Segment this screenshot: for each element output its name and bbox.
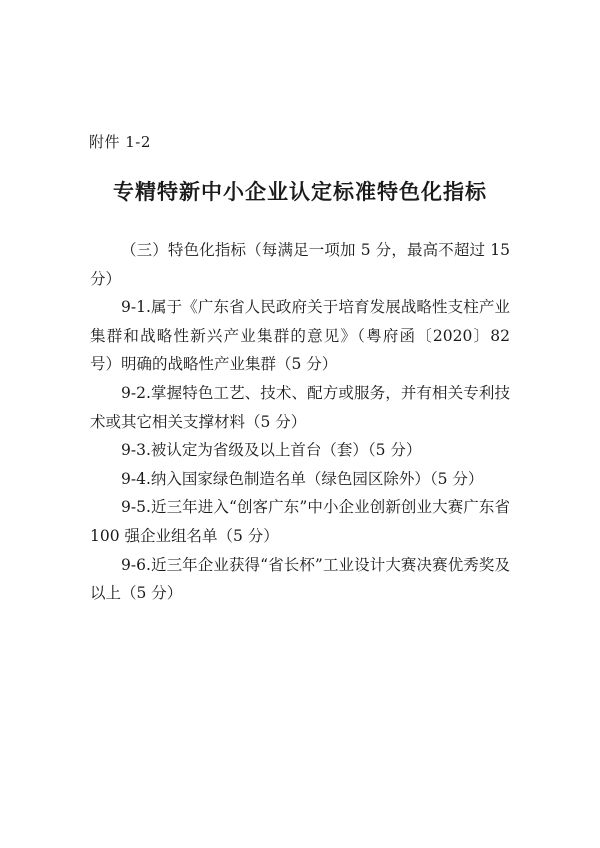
section-heading: （三）特色化指标（每满足一项加 5 分，最高不超过 15 分） [90,241,510,288]
document-title: 专精特新中小企业认定标准特色化指标 [113,179,487,204]
document-body [90,236,510,608]
criterion-item-9-5: 9-5.近三年进入“创客广东”中小企业创新创业大赛广东省 100 强企业组名单（5 分） [90,498,510,545]
criterion-item-9-1: 9-1.属于《广东省人民政府关于培育发展战略性支柱产业集群和战略性新兴产业集群的意见》（粤府函〔2020〕82 号）明确的战略性产业集群（5 分） [90,298,510,374]
criterion-item-9-6: 9-6.近三年企业获得“省长杯”工业设计大赛决赛优秀奖及以上（5 分） [90,555,510,603]
criterion-item-9-3: 9-3.被认定为省级及以上首台（套）（5 分） [121,441,422,460]
criterion-item-9-4: 9-4.纳入国家绿色制造名单（绿色园区除外）（5 分） [121,469,484,488]
criterion-item-9-2: 9-2.掌握特色工艺、技术、配方或服务，并有相关专利技术或其它相关支撑材料（5 分） [90,383,510,431]
attachment-label: 附件 1-2 [89,133,151,151]
